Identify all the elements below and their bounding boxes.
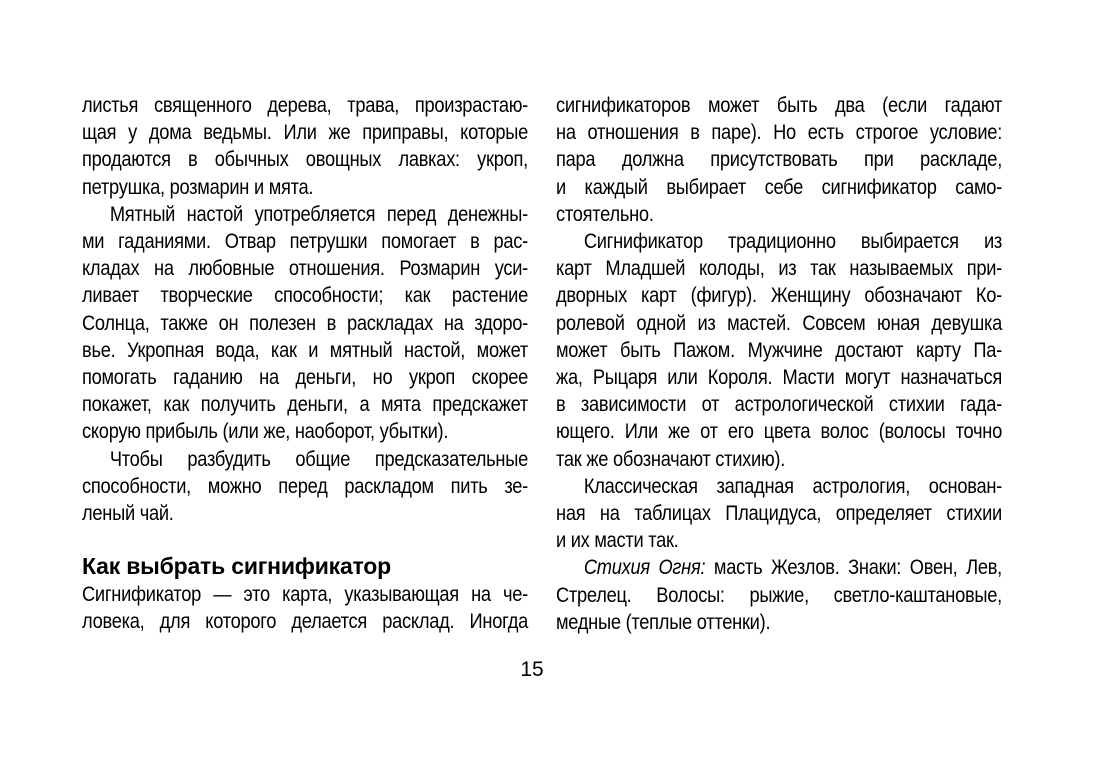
paragraph — [556, 554, 1002, 636]
text-run: ющего. Или же от его цвета волос (волосы точно — [556, 420, 1003, 444]
paragraph — [82, 92, 528, 201]
text-run: продаются в обычных овощных лавках: укроп, — [82, 148, 529, 172]
text-line — [82, 146, 528, 173]
text-run: дворных карт (фигур). Женщину обозначают Ко- — [556, 284, 1003, 308]
text-run: так же обозначают стихию). — [556, 447, 786, 471]
text-line — [556, 337, 1002, 364]
text-line — [556, 119, 1002, 146]
text-run: помогать гаданию на деньги, но укроп скорее — [82, 366, 529, 390]
text-line — [82, 201, 528, 228]
text-line — [82, 92, 528, 119]
text-run: Сигнификатор — это карта, указывающая на че- — [82, 583, 529, 607]
text-line — [556, 92, 1002, 119]
text-line — [556, 391, 1002, 418]
paragraph — [82, 446, 528, 528]
text-line — [82, 581, 528, 608]
text-run: карт Младшей колоды, из так называемых при- — [556, 257, 1003, 281]
text-run: Чтобы разбудить общие предсказательные — [109, 447, 529, 471]
text-run: сигнификаторов может быть два (если гадают — [556, 94, 1003, 117]
text-run: может быть Пажом. Мужчине достают карту Па- — [556, 338, 1003, 362]
text-line — [556, 146, 1002, 173]
text-line — [82, 310, 528, 337]
text-run: Классическая западная астрология, основан- — [583, 474, 1003, 498]
text-line — [556, 554, 1002, 581]
text-line — [556, 228, 1002, 255]
italic-run: Стихия Огня: — [583, 556, 706, 580]
text-columns — [82, 92, 1002, 636]
page-number: 15 — [520, 658, 544, 681]
text-run: Солнца, также он полезен в раскладах на здоро- — [82, 311, 529, 335]
text-run: стоятельно. — [556, 202, 654, 226]
text-run: кладах на любовные отношения. Розмарин уси- — [82, 257, 529, 281]
text-run: покажет, как получить деньги, а мята предскажет — [82, 393, 529, 417]
text-line — [556, 500, 1002, 527]
text-run: вье. Укропная вода, как и мятный настой, может — [82, 338, 529, 362]
text-run: в зависимости от астрологической стихии гада- — [556, 393, 1003, 417]
text-line — [556, 582, 1002, 609]
text-line — [556, 201, 1002, 228]
text-line — [82, 119, 528, 146]
text-line — [82, 364, 528, 391]
text-run: петрушка, розмарин и мята. — [82, 175, 314, 199]
text-line — [556, 527, 1002, 554]
text-run: жа, Рыцаря или Короля. Масти могут назначаться — [556, 366, 1003, 390]
text-run: Сигнификатор традиционно выбирается из — [583, 230, 1003, 254]
section-heading: Как выбрать сигнификатор — [82, 553, 392, 580]
text-line — [82, 608, 528, 635]
text-line — [82, 500, 528, 527]
text-run: масть Жезлов. Знаки: Овен, Лев, — [705, 556, 1003, 580]
text-line — [82, 282, 528, 309]
text-run: ролевой одной из мастей. Совсем юная девушка — [556, 311, 1003, 335]
left-column — [82, 92, 528, 636]
text-line — [556, 364, 1002, 391]
text-run: ми гаданиями. Отвар петрушки помогает в рас- — [82, 230, 529, 254]
text-line — [82, 337, 528, 364]
text-line — [82, 473, 528, 500]
text-line — [556, 446, 1002, 473]
text-line — [82, 446, 528, 473]
text-run: на отношения в паре). Но есть строгое условие: — [556, 121, 1003, 145]
text-run: ловека, для которого делается расклад. Иногда — [82, 610, 529, 634]
text-run: Стрелец. Волосы: рыжие, светло-каштановые, — [556, 583, 1003, 607]
text-line — [556, 174, 1002, 201]
paragraph — [556, 473, 1002, 555]
text-line — [556, 255, 1002, 282]
text-line — [556, 418, 1002, 445]
text-line — [82, 255, 528, 282]
text-line — [556, 473, 1002, 500]
paragraph — [82, 581, 528, 635]
text-run: и каждый выбирает себе сигнификатор само- — [556, 175, 1003, 199]
text-line — [82, 174, 528, 201]
text-run: медные (теплые оттенки). — [556, 610, 771, 634]
paragraph — [556, 92, 1002, 228]
right-column — [556, 92, 1002, 636]
text-run: скорую прибыль (или же, наоборот, убытки). — [82, 420, 449, 444]
text-line — [82, 228, 528, 255]
text-run: леный чай. — [82, 502, 174, 526]
paragraph — [556, 228, 1002, 473]
paragraph — [82, 201, 528, 446]
text-line — [82, 391, 528, 418]
text-run: способности, можно перед раскладом пить зе- — [82, 474, 529, 498]
text-line — [556, 609, 1002, 636]
text-line — [556, 310, 1002, 337]
text-run: пара должна присутствовать при раскладе, — [556, 148, 1003, 172]
text-line — [82, 418, 528, 445]
text-run: листья священного дерева, трава, произрастаю- — [82, 94, 529, 117]
text-run: ная на таблицах Плацидуса, определяет стихии — [556, 502, 1003, 526]
text-run: ливает творческие способности; как растение — [82, 284, 529, 308]
text-line — [556, 282, 1002, 309]
text-run: и их масти так. — [556, 529, 679, 553]
text-run: Мятный настой употребляется перед денежны- — [109, 202, 529, 226]
text-run: щая у дома ведьмы. Или же приправы, которые — [82, 121, 529, 145]
